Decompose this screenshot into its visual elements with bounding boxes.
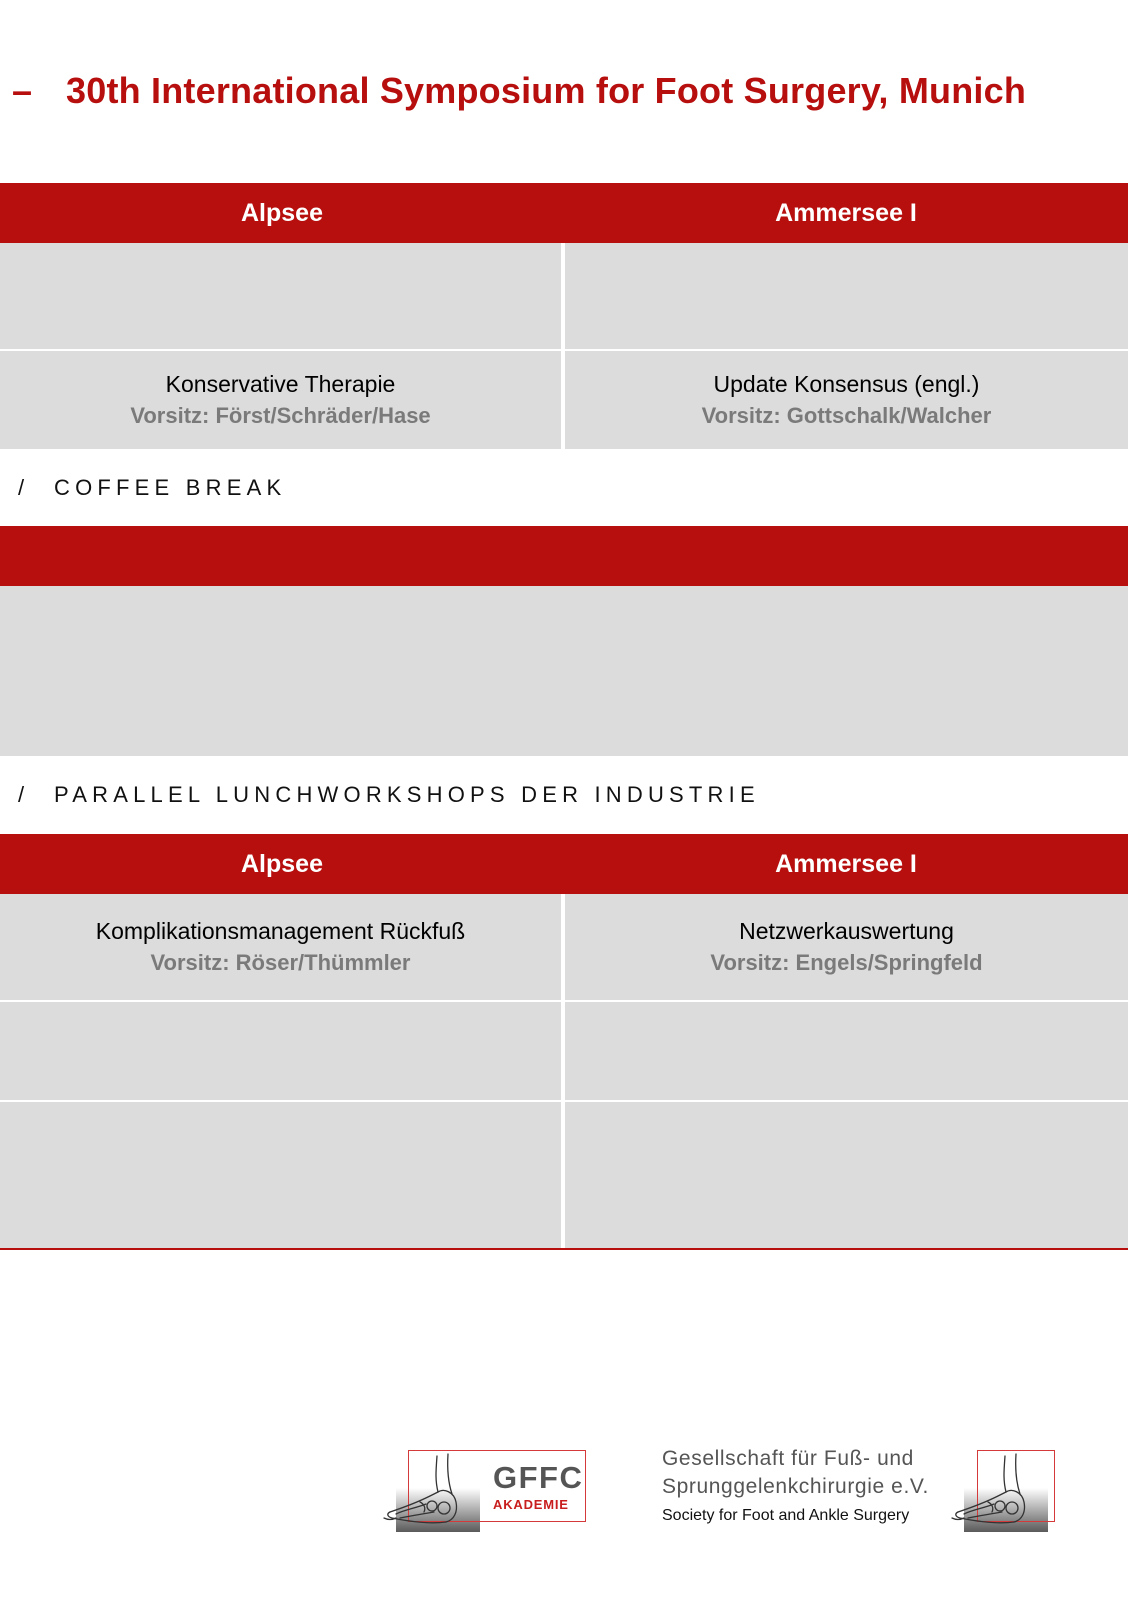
lunch-workshops-label <box>18 782 760 808</box>
session-title: Komplikationsmanagement Rückfuß <box>95 918 466 944</box>
session-cell <box>0 243 561 349</box>
title-dash: – <box>12 70 33 111</box>
room-header-bar <box>0 834 1128 894</box>
session-cell <box>0 351 561 449</box>
foot-skeleton-icon <box>950 1448 1050 1538</box>
session-cell <box>565 1102 1128 1248</box>
society-name-english: Society for Foot and Ankle Surgery <box>662 1507 910 1524</box>
section-slash: / <box>18 475 25 500</box>
session-cell <box>0 1002 561 1100</box>
society-name-block <box>662 1445 962 1529</box>
room-name-left: Alpsee <box>241 849 323 878</box>
plenary-header-bar <box>0 526 1128 586</box>
table-bottom-rule <box>0 1248 1128 1250</box>
session-cell <box>0 1102 561 1248</box>
page-header <box>12 66 1026 116</box>
session-chair: Vorsitz: Först/Schräder/Hase <box>130 403 431 428</box>
society-name-line2: Sprunggelenkchirurgie e.V. <box>662 1475 929 1498</box>
session-chair: Vorsitz: Gottschalk/Walcher <box>701 403 992 428</box>
society-logo <box>950 1446 1060 1538</box>
society-name-line1: Gesellschaft für Fuß- und <box>662 1447 914 1470</box>
session-cell <box>0 894 561 1000</box>
session-cell <box>565 243 1128 349</box>
session-chair: Vorsitz: Röser/Thümmler <box>150 950 411 975</box>
gffc-logo-name: GFFC <box>493 1460 584 1495</box>
plenary-cell <box>0 586 1128 756</box>
section-title: PARALLEL LUNCHWORKSHOPS DER INDUSTRIE <box>54 782 760 807</box>
gffc-akademie-logo <box>382 1446 588 1536</box>
session-title: Netzwerkauswertung <box>739 918 954 944</box>
session-cell <box>565 1002 1128 1100</box>
session-title: Konservative Therapie <box>165 371 396 397</box>
section-title: COFFEE BREAK <box>54 475 287 500</box>
foot-skeleton-icon <box>382 1448 482 1538</box>
room-name-right: Ammersee I <box>775 849 917 878</box>
page-title: 30th International Symposium for Foot Surgery, Munich <box>66 70 1027 111</box>
session-cell <box>565 351 1128 449</box>
coffee-break-label <box>18 475 286 501</box>
session-cell <box>565 894 1128 1000</box>
room-name-left: Alpsee <box>241 198 323 227</box>
session-title: Update Konsensus (engl.) <box>713 371 980 397</box>
room-header-bar <box>0 183 1128 243</box>
session-chair: Vorsitz: Engels/Springfeld <box>710 950 983 975</box>
plenary-header-label <box>0 526 1128 586</box>
gffc-logo-subtitle: AKADEMIE <box>493 1497 569 1512</box>
room-name-right: Ammersee I <box>775 198 917 227</box>
section-slash: / <box>18 782 25 807</box>
